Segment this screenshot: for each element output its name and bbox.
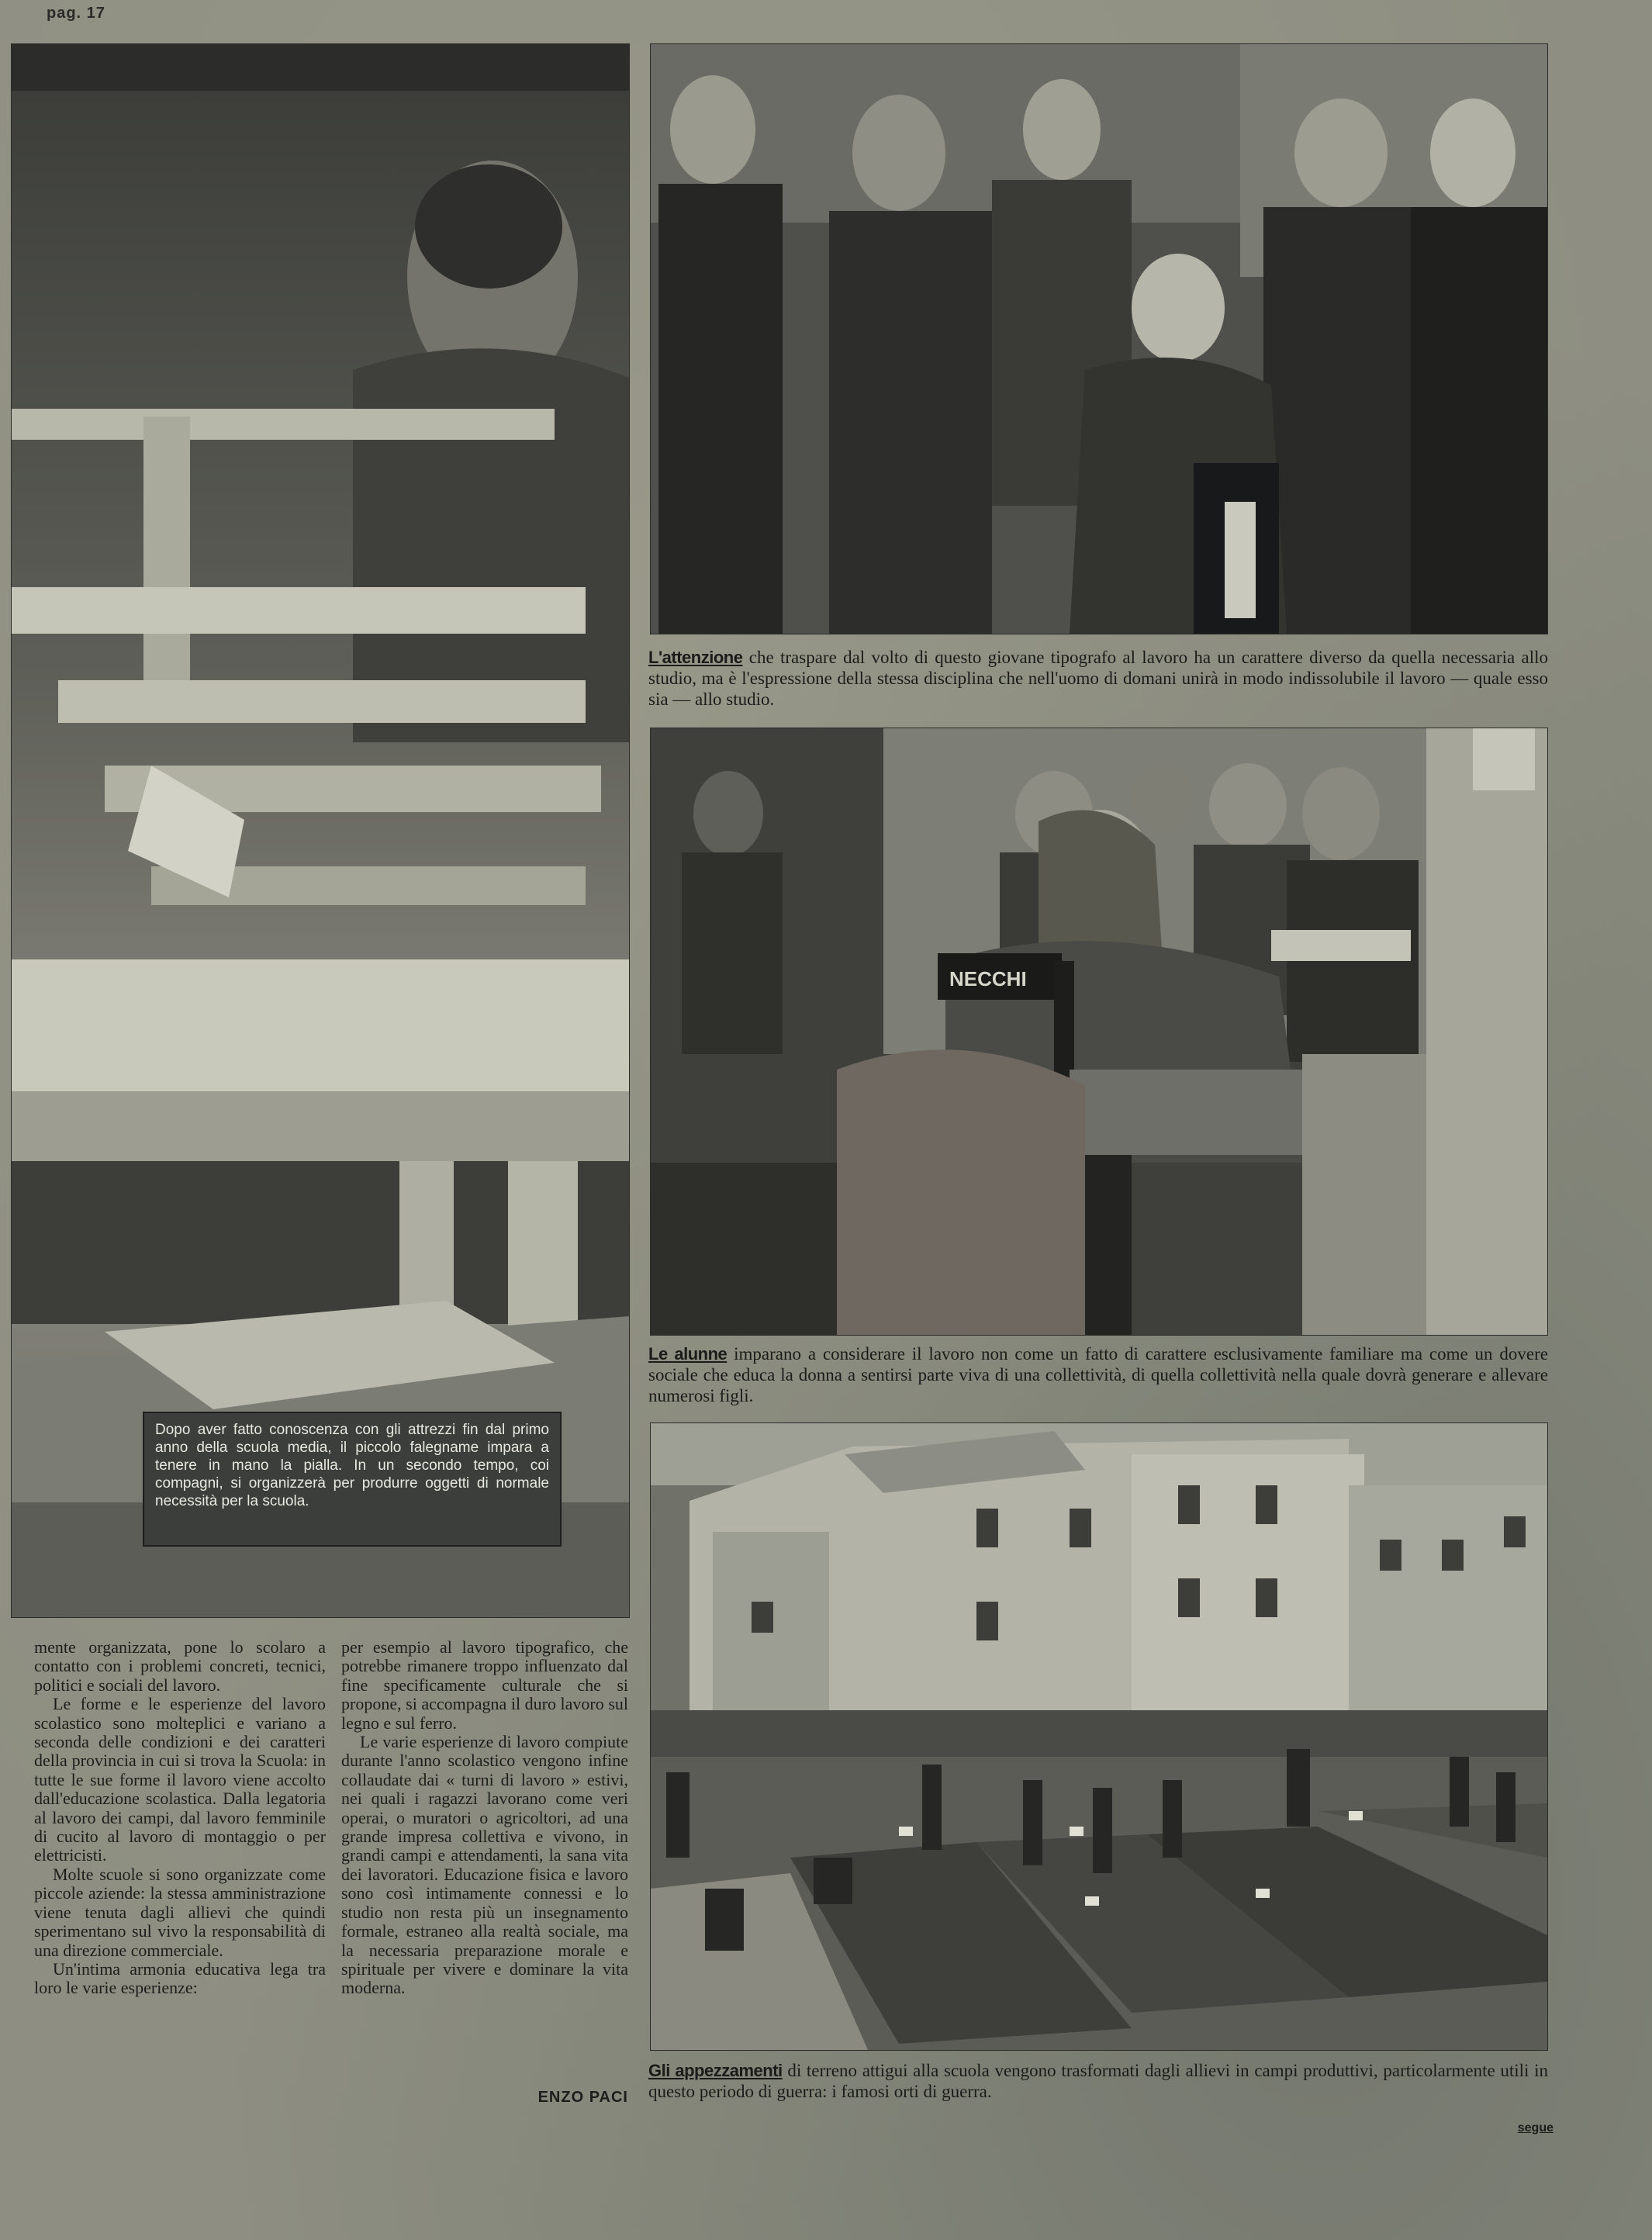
sewing-caption-lead: Le alunne bbox=[648, 1344, 728, 1364]
sewing-caption-text: imparano a considerare il lavoro non come un fatto di carattere esclusivamente familiare ma come un dovere sociale che educa la donna a sentirsi parte viva di una collettività, di quella collettività nella quale dovrà generare e allevare numerosi figli. bbox=[648, 1344, 1548, 1405]
printer-caption bbox=[648, 647, 1548, 710]
gardens-photo bbox=[650, 1422, 1548, 2051]
carpentry-photo bbox=[11, 43, 630, 1618]
sewing-caption bbox=[648, 1343, 1548, 1406]
printer-caption-text: che traspare dal volto di questo giovane tipografo al lavoro ha un carattere diverso da quella necessaria allo studio, ma è l'espressione della stessa disciplina che nell'uomo di domani unirà in modo indissolubile il lavoro — quale esso sia — allo studio. bbox=[648, 648, 1548, 709]
author-signature: ENZO PACI bbox=[537, 2089, 628, 2106]
article-column-2 bbox=[341, 1638, 628, 1998]
sewing-photo bbox=[650, 728, 1548, 1336]
carpentry-caption: Dopo aver fatto conoscenza con gli attrezzi fin dal primo anno della scuola media, il piccolo falegname impara a tenere in mano la pialla. In un secondo tempo, coi compagni, si organizzerà per produrre oggetti di normale necessità per la scuola. bbox=[143, 1412, 562, 1547]
sewing-machine-brand: NECCHI bbox=[949, 967, 1027, 990]
article-paragraph: Molte scuole si sono organizzate come piccole aziende: la stessa amministrazione viene tenuta dagli allievi che quindi sperimentano sul vivo la responsabilità di una direzione commerciale. bbox=[34, 1864, 326, 1960]
gardens-caption-lead: Gli appezzamenti bbox=[648, 2061, 783, 2080]
article-paragraph: per esempio al lavoro tipografico, che potrebbe rimanere troppo influenzato dal fine specificamente culturale che si propone, si accompagna il duro lavoro sul legno e sul ferro. bbox=[341, 1637, 628, 1733]
article-paragraph: Le varie esperienze di lavoro compiute durante l'anno scolastico vengono infine collaudate dai « turni di lavoro » estivi, nei quali i ragazzi lavorano come veri operai, o muratori o agricoltori, ad una grande impresa collettiva e vivono, in grandi campi e attendamenti, la sana vita dei lavoratori. Educazione fisica e lavoro sono così intimamente connessi e lo studio non resta più un insegnamento formale, estraneo alla realtà sociale, ma la necessaria preparazione morale e spirituale per vivere e dominare la vita moderna. bbox=[341, 1732, 628, 1998]
article-paragraph: Le forme e le esperienze del lavoro scolastico sono molteplici e variano a seconda delle condizioni e dei caratteri della provincia in cui si trova la Scuola: in tutte le sue forme il lavoro viene accolto dall'educazione scolastica. Dalla legatoria al lavoro dei campi, dal lavoro femminile di cucito al lavoro di montaggio o per elettricisti. bbox=[34, 1694, 326, 1865]
printer-caption-lead: L'attenzione bbox=[648, 648, 743, 667]
article-paragraph: Un'intima armonia educativa lega tra loro le varie esperienze: bbox=[34, 1958, 326, 1998]
continue-label: segue bbox=[1517, 2121, 1554, 2135]
gardens-caption bbox=[648, 2060, 1548, 2102]
article-paragraph: mente organizzata, pone lo scolaro a contatto con i problemi concreti, tecnici, politici e sociali del lavoro. bbox=[34, 1637, 326, 1695]
page-number: pag. 17 bbox=[47, 5, 105, 22]
printer-photo bbox=[650, 43, 1548, 634]
article-column-1 bbox=[34, 1638, 326, 1998]
gardens-caption-text: di terreno attigui alla scuola vengono trasformati dagli allievi in campi produttivi, particolarmente utili in questo periodo di guerra: i famosi orti di guerra. bbox=[648, 2061, 1548, 2101]
